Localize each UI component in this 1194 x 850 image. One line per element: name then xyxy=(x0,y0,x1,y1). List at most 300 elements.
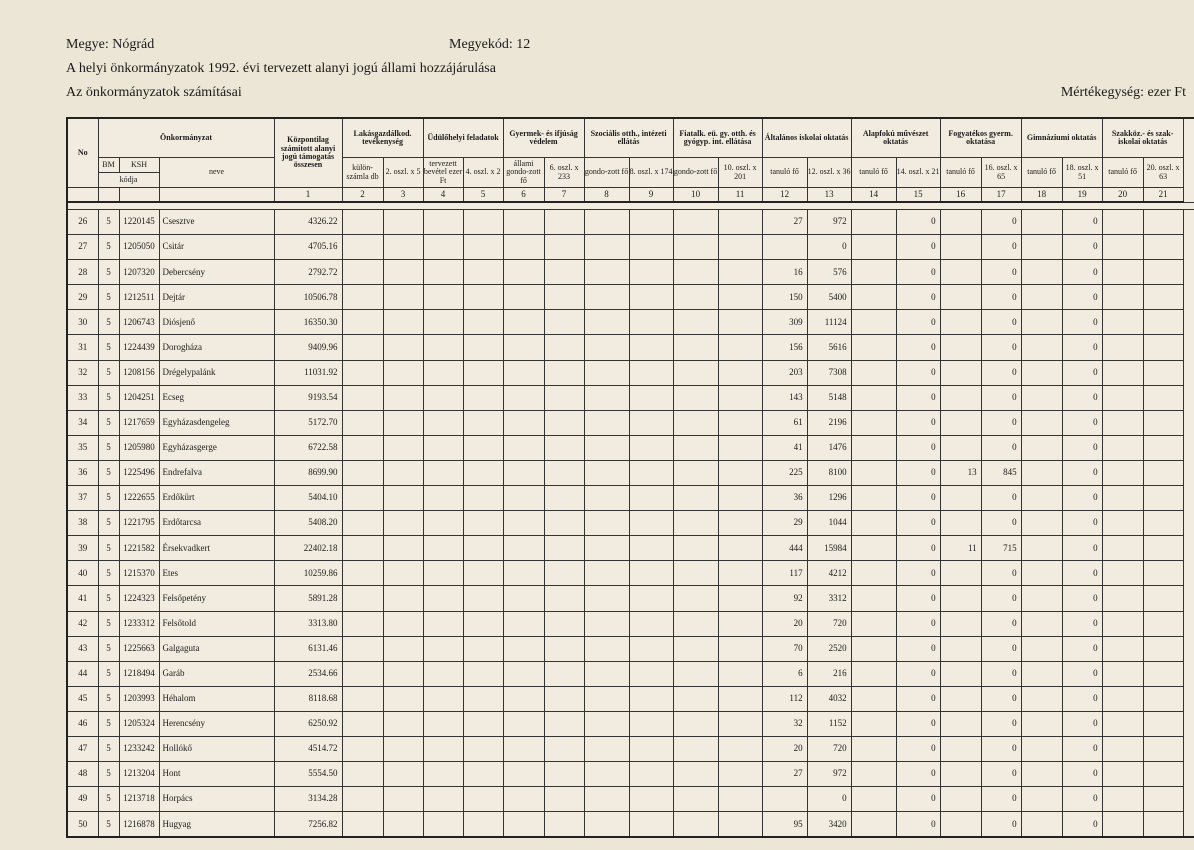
cell-c19: 0 xyxy=(1062,586,1102,611)
cell-c21 xyxy=(1143,310,1183,335)
cell-c19: 0 xyxy=(1062,511,1102,536)
cell-c19: 0 xyxy=(1062,235,1102,260)
cell-c11 xyxy=(718,511,762,536)
cell-name: Hont xyxy=(159,762,274,787)
cell-c3 xyxy=(383,686,423,711)
cell-c18 xyxy=(1021,435,1062,460)
cell-c11 xyxy=(718,486,762,511)
cell-c12: 117 xyxy=(762,561,807,586)
cell-ksh: 1205050 xyxy=(119,235,159,260)
cell-ksh: 1233312 xyxy=(119,611,159,636)
cell-c19: 0 xyxy=(1062,686,1102,711)
cell-bm: 5 xyxy=(98,561,119,586)
cell-c6 xyxy=(503,335,544,360)
cell-c5 xyxy=(463,460,503,485)
cell-c20 xyxy=(1102,536,1143,561)
cell-no: 35 xyxy=(67,435,98,460)
cell-name: Galgaguta xyxy=(159,636,274,661)
cell-c10 xyxy=(673,536,718,561)
cell-c6 xyxy=(503,636,544,661)
cell-total: 10506.78 xyxy=(274,285,342,310)
cell-c6 xyxy=(503,711,544,736)
cell-c8 xyxy=(584,787,629,812)
cell-c2 xyxy=(342,661,383,686)
cell-c21 xyxy=(1143,335,1183,360)
cell-c16 xyxy=(940,210,981,235)
cell-c15: 0 xyxy=(896,787,940,812)
cell-c20 xyxy=(1102,661,1143,686)
cell-c21 xyxy=(1143,561,1183,586)
cell-c13: 1152 xyxy=(807,711,851,736)
cell-c6 xyxy=(503,586,544,611)
cell-bm: 5 xyxy=(98,511,119,536)
cell-c3 xyxy=(383,210,423,235)
cell-c9 xyxy=(629,736,673,761)
cell-c10 xyxy=(673,787,718,812)
cell-c5 xyxy=(463,561,503,586)
cell-c7 xyxy=(544,586,584,611)
document-title: A helyi önkormányzatok 1992. évi tervezett alanyi jogú állami hozzájárulása xyxy=(66,61,496,76)
cell-c5 xyxy=(463,787,503,812)
cell-c12: 143 xyxy=(762,385,807,410)
cell-c14 xyxy=(851,762,896,787)
cell-bm: 5 xyxy=(98,285,119,310)
cell-c8 xyxy=(584,586,629,611)
cell-c14 xyxy=(851,460,896,485)
cell-c16 xyxy=(940,360,981,385)
cell-c8 xyxy=(584,360,629,385)
cell-c5 xyxy=(463,611,503,636)
cell-c13: 1476 xyxy=(807,435,851,460)
cell-c10 xyxy=(673,360,718,385)
cell-c10 xyxy=(673,210,718,235)
cell-total: 22402.18 xyxy=(274,536,342,561)
cell-c6 xyxy=(503,260,544,285)
cell-bm: 5 xyxy=(98,335,119,360)
cell-c17: 0 xyxy=(981,762,1021,787)
cell-c14 xyxy=(851,736,896,761)
cell-c15: 0 xyxy=(896,360,940,385)
cell-c14 xyxy=(851,260,896,285)
header-spacer xyxy=(67,202,1194,210)
cell-bm: 5 xyxy=(98,360,119,385)
cell-c21 xyxy=(1143,711,1183,736)
cell-c18 xyxy=(1021,260,1062,285)
cell-c21 xyxy=(1143,410,1183,435)
cell-name: Horpács xyxy=(159,787,274,812)
cell-total: 9193.54 xyxy=(274,385,342,410)
cell-c20 xyxy=(1102,511,1143,536)
table-row xyxy=(67,360,1194,385)
col-number-5: 5 xyxy=(463,188,503,203)
cell-c3 xyxy=(383,486,423,511)
cell-c4 xyxy=(423,360,463,385)
table-row xyxy=(67,561,1194,586)
cell-c15: 0 xyxy=(896,686,940,711)
cell-c13: 1044 xyxy=(807,511,851,536)
cell-bm: 5 xyxy=(98,636,119,661)
cell-c7 xyxy=(544,812,584,838)
cell-c20 xyxy=(1102,736,1143,761)
cell-c10 xyxy=(673,511,718,536)
table-body xyxy=(67,202,1194,837)
cell-c9 xyxy=(629,561,673,586)
cell-total: 6722.58 xyxy=(274,435,342,460)
cell-bm: 5 xyxy=(98,310,119,335)
cell-ksh: 1216878 xyxy=(119,812,159,838)
cell-c16 xyxy=(940,611,981,636)
cell-ksh: 1205324 xyxy=(119,711,159,736)
cell-c20 xyxy=(1102,812,1143,838)
cell-c8 xyxy=(584,636,629,661)
col-9-header: 8. oszl. x 174 xyxy=(629,158,673,188)
cell-c17: 0 xyxy=(981,360,1021,385)
col-gimnaziumi: Gimnáziumi oktatás xyxy=(1021,118,1102,158)
col-altalanos: Általános iskolai oktatás xyxy=(762,118,851,158)
cell-c21 xyxy=(1143,385,1183,410)
cell-c17: 0 xyxy=(981,435,1021,460)
cell-name: Erdőtarcsa xyxy=(159,511,274,536)
cell-c13: 0 xyxy=(807,787,851,812)
cell-c2 xyxy=(342,511,383,536)
cell-c5 xyxy=(463,435,503,460)
table-row xyxy=(67,435,1194,460)
cell-c21 xyxy=(1143,210,1183,235)
col-gyermek: Gyermek- és ifjúság védelem xyxy=(503,118,584,158)
cell-c16 xyxy=(940,586,981,611)
col-number-14: 14 xyxy=(851,188,896,203)
cell-c12: 156 xyxy=(762,335,807,360)
cell-c13: 720 xyxy=(807,611,851,636)
table-row xyxy=(67,661,1194,686)
cell-c18 xyxy=(1021,335,1062,360)
cell-c16 xyxy=(940,310,981,335)
cell-c7 xyxy=(544,611,584,636)
cell-c9 xyxy=(629,460,673,485)
cell-c2 xyxy=(342,410,383,435)
col-13-header: 12. oszl. x 36 xyxy=(807,158,851,188)
cell-c17: 0 xyxy=(981,410,1021,435)
cell-c9 xyxy=(629,486,673,511)
cell-c19: 0 xyxy=(1062,787,1102,812)
cell-c9 xyxy=(629,536,673,561)
cell-c7 xyxy=(544,360,584,385)
cell-c5 xyxy=(463,486,503,511)
cell-c6 xyxy=(503,435,544,460)
cell-bm: 5 xyxy=(98,611,119,636)
table-row xyxy=(67,586,1194,611)
cell-name: Hollókő xyxy=(159,736,274,761)
cell-c4 xyxy=(423,511,463,536)
cell-c15: 0 xyxy=(896,335,940,360)
cell-c2 xyxy=(342,260,383,285)
cell-c21 xyxy=(1143,536,1183,561)
cell-c14 xyxy=(851,711,896,736)
cell-c11 xyxy=(718,385,762,410)
cell-c18 xyxy=(1021,536,1062,561)
cell-c2 xyxy=(342,787,383,812)
cell-c2 xyxy=(342,235,383,260)
cell-c17: 0 xyxy=(981,736,1021,761)
cell-c7 xyxy=(544,636,584,661)
cell-no: 33 xyxy=(67,385,98,410)
cell-c13: 7308 xyxy=(807,360,851,385)
cell-name: Dorogháza xyxy=(159,335,274,360)
cell-c2 xyxy=(342,486,383,511)
cell-c10 xyxy=(673,260,718,285)
cell-c17: 0 xyxy=(981,686,1021,711)
cell-c17: 0 xyxy=(981,636,1021,661)
cell-c12: 309 xyxy=(762,310,807,335)
cell-name: Etes xyxy=(159,561,274,586)
table-row xyxy=(67,210,1194,235)
cell-c21 xyxy=(1143,235,1183,260)
cell-c21 xyxy=(1143,636,1183,661)
table-row xyxy=(67,460,1194,485)
cell-total: 4326.22 xyxy=(274,210,342,235)
cell-c12: 6 xyxy=(762,661,807,686)
cell-c12: 20 xyxy=(762,611,807,636)
cell-c19: 0 xyxy=(1062,561,1102,586)
cell-bm: 5 xyxy=(98,736,119,761)
cell-c17: 0 xyxy=(981,210,1021,235)
cell-c3 xyxy=(383,460,423,485)
cell-no: 29 xyxy=(67,285,98,310)
table-row xyxy=(67,812,1194,838)
cell-c18 xyxy=(1021,360,1062,385)
cell-bm: 5 xyxy=(98,410,119,435)
cell-c10 xyxy=(673,235,718,260)
col-szocialis: Szociális otth., intézeti ellátás xyxy=(584,118,673,158)
table-row xyxy=(67,686,1194,711)
cell-c15: 0 xyxy=(896,310,940,335)
cell-c17: 0 xyxy=(981,787,1021,812)
col-number-20: 20 xyxy=(1102,188,1143,203)
cell-c7 xyxy=(544,787,584,812)
cell-c3 xyxy=(383,586,423,611)
cell-c14 xyxy=(851,410,896,435)
cell-c12: 41 xyxy=(762,435,807,460)
cell-c20 xyxy=(1102,636,1143,661)
col-number-3: 3 xyxy=(383,188,423,203)
col-number-13: 13 xyxy=(807,188,851,203)
cell-total: 5172.70 xyxy=(274,410,342,435)
table-row xyxy=(67,536,1194,561)
cell-c20 xyxy=(1102,711,1143,736)
cell-c13: 5400 xyxy=(807,285,851,310)
cell-c4 xyxy=(423,410,463,435)
cell-c8 xyxy=(584,310,629,335)
cell-c5 xyxy=(463,736,503,761)
cell-c17: 0 xyxy=(981,812,1021,838)
cell-c16 xyxy=(940,285,981,310)
cell-c3 xyxy=(383,661,423,686)
cell-c4 xyxy=(423,736,463,761)
cell-no: 30 xyxy=(67,310,98,335)
cell-c9 xyxy=(629,762,673,787)
cell-c10 xyxy=(673,385,718,410)
cell-no: 38 xyxy=(67,511,98,536)
col-11-header: 10. oszl. x 201 xyxy=(718,158,762,188)
cell-c15: 0 xyxy=(896,812,940,838)
cell-name: Csesztve xyxy=(159,210,274,235)
cell-c9 xyxy=(629,661,673,686)
col-fogyatekos: Fogyatékos gyerm. oktatása xyxy=(940,118,1021,158)
col-number-6: 6 xyxy=(503,188,544,203)
cell-c3 xyxy=(383,736,423,761)
cell-c5 xyxy=(463,536,503,561)
cell-c12: 203 xyxy=(762,360,807,385)
cell-c12: 61 xyxy=(762,410,807,435)
cell-c9 xyxy=(629,511,673,536)
cell-c18 xyxy=(1021,812,1062,838)
cell-no: 45 xyxy=(67,686,98,711)
cell-c7 xyxy=(544,385,584,410)
cell-c20 xyxy=(1102,360,1143,385)
cell-c16 xyxy=(940,435,981,460)
cell-c14 xyxy=(851,586,896,611)
cell-c11 xyxy=(718,335,762,360)
col-number-blank xyxy=(98,188,119,203)
cell-c16 xyxy=(940,260,981,285)
cell-c11 xyxy=(718,435,762,460)
cell-c6 xyxy=(503,661,544,686)
cell-c7 xyxy=(544,285,584,310)
cell-c18 xyxy=(1021,762,1062,787)
cell-c18 xyxy=(1021,736,1062,761)
cell-c19: 0 xyxy=(1062,536,1102,561)
cell-c7 xyxy=(544,661,584,686)
cell-c11 xyxy=(718,460,762,485)
cell-c12: 27 xyxy=(762,210,807,235)
cell-c18 xyxy=(1021,410,1062,435)
cell-c11 xyxy=(718,285,762,310)
cell-name: Erdőkürt xyxy=(159,486,274,511)
cell-no: 34 xyxy=(67,410,98,435)
cell-c4 xyxy=(423,561,463,586)
cell-c14 xyxy=(851,335,896,360)
cell-c16 xyxy=(940,711,981,736)
cell-c4 xyxy=(423,686,463,711)
cell-name: Egyházasgerge xyxy=(159,435,274,460)
cell-bm: 5 xyxy=(98,385,119,410)
cell-total: 6250.92 xyxy=(274,711,342,736)
cell-c10 xyxy=(673,561,718,586)
table-row xyxy=(67,636,1194,661)
col-number-2: 2 xyxy=(342,188,383,203)
cell-c14 xyxy=(851,360,896,385)
cell-bm: 5 xyxy=(98,460,119,485)
table-row xyxy=(67,787,1194,812)
cell-no: 42 xyxy=(67,611,98,636)
cell-bm: 5 xyxy=(98,787,119,812)
cell-name: Dejtár xyxy=(159,285,274,310)
cell-c8 xyxy=(584,335,629,360)
col-12-header: tanuló fő xyxy=(762,158,807,188)
cell-total: 5891.28 xyxy=(274,586,342,611)
cell-c6 xyxy=(503,611,544,636)
cell-c18 xyxy=(1021,285,1062,310)
cell-c8 xyxy=(584,762,629,787)
cell-c6 xyxy=(503,787,544,812)
cell-c18 xyxy=(1021,686,1062,711)
cell-c17: 0 xyxy=(981,235,1021,260)
col-19-header: 18. oszl. x 51 xyxy=(1062,158,1102,188)
col-number-12: 12 xyxy=(762,188,807,203)
cell-ksh: 1225496 xyxy=(119,460,159,485)
cell-c14 xyxy=(851,661,896,686)
cell-c6 xyxy=(503,460,544,485)
cell-name: Felsőpetény xyxy=(159,586,274,611)
cell-c8 xyxy=(584,686,629,711)
cell-c19: 0 xyxy=(1062,611,1102,636)
cell-c15: 0 xyxy=(896,285,940,310)
cell-c10 xyxy=(673,812,718,838)
cell-c20 xyxy=(1102,762,1143,787)
cell-total: 4705.16 xyxy=(274,235,342,260)
cell-c9 xyxy=(629,410,673,435)
cell-name: Herencsény xyxy=(159,711,274,736)
cell-c17: 0 xyxy=(981,285,1021,310)
cell-c16 xyxy=(940,736,981,761)
cell-c18 xyxy=(1021,787,1062,812)
cell-c3 xyxy=(383,335,423,360)
cell-c21 xyxy=(1143,460,1183,485)
cell-c11 xyxy=(718,235,762,260)
cell-no: 48 xyxy=(67,762,98,787)
cell-c3 xyxy=(383,812,423,838)
cell-c4 xyxy=(423,435,463,460)
cell-c6 xyxy=(503,736,544,761)
cell-c6 xyxy=(503,511,544,536)
col-number-8: 8 xyxy=(584,188,629,203)
cell-c17: 0 xyxy=(981,561,1021,586)
cell-c9 xyxy=(629,360,673,385)
cell-bm: 5 xyxy=(98,762,119,787)
cell-ksh: 1220145 xyxy=(119,210,159,235)
cell-c16: 13 xyxy=(940,460,981,485)
table-row xyxy=(67,410,1194,435)
cell-c9 xyxy=(629,636,673,661)
cell-c16 xyxy=(940,686,981,711)
cell-no: 46 xyxy=(67,711,98,736)
cell-c14 xyxy=(851,210,896,235)
col-18-header: tanuló fő xyxy=(1021,158,1062,188)
cell-c13: 8100 xyxy=(807,460,851,485)
cell-c15: 0 xyxy=(896,736,940,761)
cell-c18 xyxy=(1021,486,1062,511)
cell-c21 xyxy=(1143,435,1183,460)
cell-ksh: 1203993 xyxy=(119,686,159,711)
cell-no: 50 xyxy=(67,812,98,838)
cell-c12: 92 xyxy=(762,586,807,611)
cell-total: 5404.10 xyxy=(274,486,342,511)
cell-c12: 112 xyxy=(762,686,807,711)
cell-c8 xyxy=(584,435,629,460)
cell-c5 xyxy=(463,360,503,385)
cell-c10 xyxy=(673,611,718,636)
col-kodja: kódja xyxy=(98,173,159,188)
cell-bm: 5 xyxy=(98,536,119,561)
cell-c10 xyxy=(673,460,718,485)
cell-c3 xyxy=(383,536,423,561)
cell-c4 xyxy=(423,586,463,611)
col-number-17: 17 xyxy=(981,188,1021,203)
cell-c18 xyxy=(1021,711,1062,736)
cell-c18 xyxy=(1021,235,1062,260)
cell-c11 xyxy=(718,536,762,561)
cell-c11 xyxy=(718,762,762,787)
